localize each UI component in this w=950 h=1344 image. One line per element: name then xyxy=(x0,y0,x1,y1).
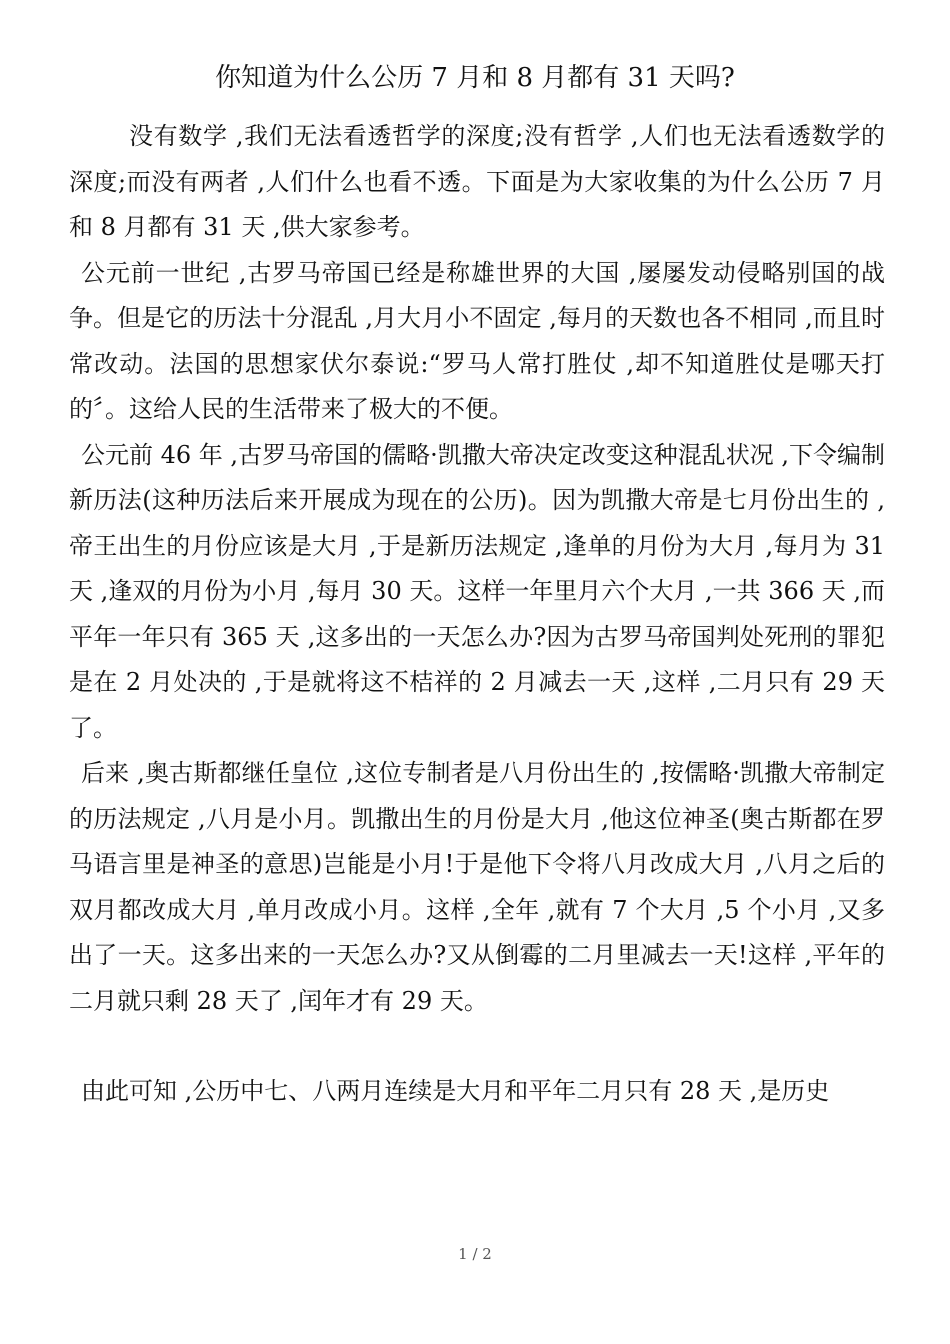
paragraph-conclusion: 由此可知 ,公历中七、八两月连续是大月和平年二月只有 28 天 ,是历史 xyxy=(81,1077,830,1105)
page-number: 1 / 2 xyxy=(458,1245,492,1263)
document-body xyxy=(69,114,885,1115)
paragraph-intro: 没有数学 ,我们无法看透哲学的深度;没有哲学 ,人们也无法看透数学的深度;而没有两者 ,人们什么也看不透。下面是为大家收集的为什么公历 7 月和 8 月都有 31 天 ,供大家参考。 xyxy=(69,122,885,241)
paragraph-augustus: 后来 ,奥古斯都继任皇位 ,这位专制者是八月份出生的 ,按儒略·凯撒大帝制定的历法规定 ,八月是小月。凯撒出生的月份是大月 ,他这位神圣(奥古斯都在罗马语言里是神圣的意思)岂能是小月!于是他下令将八月改成大月 ,八月之后的双月都改成大月 ,单月改成小月。这样 ,全年 ,就有 7 个大月 ,5 个小月 ,又多出了一天。这多出来的一天怎么办?又从倒霉的二月里减去一天!这样 ,平年的二月就只剩 28 天了 ,闰年才有 29 天。 xyxy=(69,759,885,1015)
document-title: 你知道为什么公历 7 月和 8 月都有 31 天吗? xyxy=(215,63,735,93)
paragraph-caesar: 公元前 46 年 ,古罗马帝国的儒略·凯撒大帝决定改变这种混乱状况 ,下令编制新历法(这种历法后来开展成为现在的公历)。因为凯撒大帝是七月份出生的 ,帝王出生的月份应该是大月 ,于是新历法规定 ,逢单的月份为大月 ,每月为 31 天 ,逢双的月份为小月 ,每月 30 天。这样一年里月六个大月 ,一共 366 天 ,而平年一年只有 365 天 ,这多出的一天怎么办?因为古罗马帝国判处死刑的罪犯是在 2 月处决的 ,于是就将这不桔祥的 2 月减去一天 ,这样 ,二月只有 29 天了。 xyxy=(69,440,885,742)
paragraph-history: 公元前一世纪 ,古罗马帝国已经是称雄世界的大国 ,屡屡发动侵略别国的战争。但是它的历法十分混乱 ,月大月小不固定 ,每月的天数也各不相同 ,而且时常改动。法国的思想家伏尔泰说:“罗马人常打胜仗 ,却不知道胜仗是哪天打的〞。这给人民的生活带来了极大的不便。 xyxy=(69,258,885,423)
paragraph-gap xyxy=(69,1024,885,1069)
